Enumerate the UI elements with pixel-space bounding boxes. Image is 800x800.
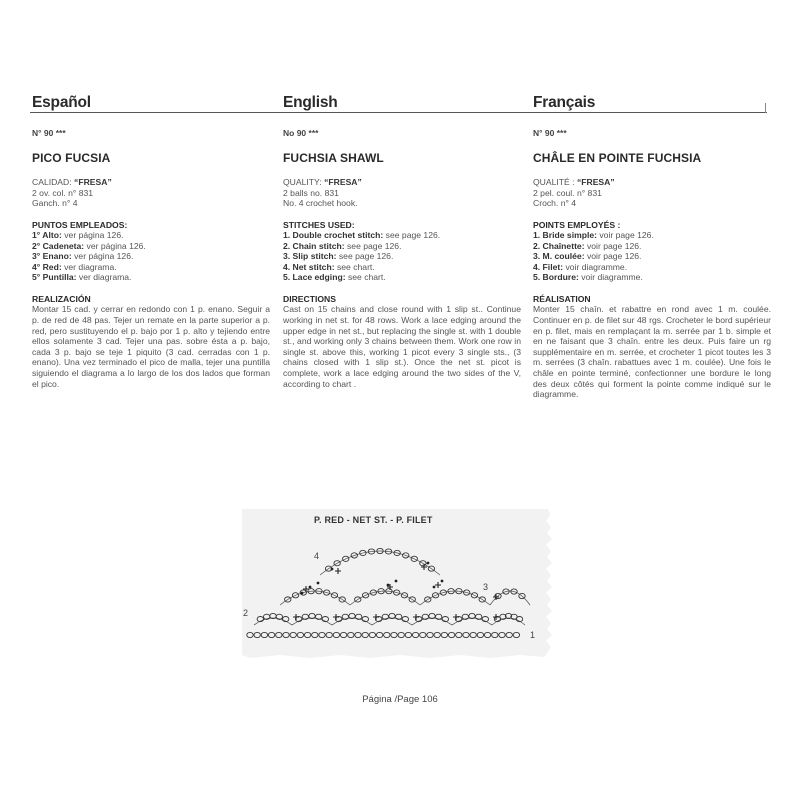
directions-heading: RÉALISATION bbox=[533, 293, 591, 304]
stitch-item: 3° Enano: ver página 126. bbox=[32, 251, 134, 262]
directions-heading: REALIZACIÓN bbox=[32, 293, 91, 304]
row-label-1: 1 bbox=[530, 630, 536, 640]
quality-label: QUALITY: bbox=[283, 177, 322, 187]
stitches-heading: POINTS EMPLOYÉS : bbox=[533, 219, 621, 230]
slip-stitch bbox=[309, 586, 312, 589]
slip-stitch bbox=[395, 580, 398, 583]
diagram-svg bbox=[240, 505, 558, 660]
stitch-item: 2. Chain stitch: see page 126. bbox=[283, 240, 402, 251]
slip-stitch bbox=[433, 586, 436, 589]
yarn: 2 pel. coul. n° 831 bbox=[533, 187, 602, 198]
directions-text: Monter 15 chaîn. et rabattre en rond avec 1 m. coulée. Continuer en p. de filet sur 48 rgs. Crocheter le bord supérieur en p. filet, mais en remplaçant la m. serrée par 1 b. simple et en ne faisant que 3 chaîn. entre les deux. Puis faire un rg supplémentaire en m. serrée, et crocheter 1 picot toutes les 3 m. serrées (3 chaîn. rabattues avec 1 m. coulée). Une fois le châle en pointe terminé, confectionner une bordure le long des deux côtés qui forment la pointe comme indiqué sur le diagramme. bbox=[533, 304, 771, 400]
pattern-title: CHÂLE EN POINTE FUCHSIA bbox=[533, 151, 702, 165]
quality-label: CALIDAD: bbox=[32, 177, 72, 187]
row-label-4: 4 bbox=[314, 551, 320, 561]
stitch-list bbox=[533, 230, 783, 283]
column-spanish bbox=[32, 92, 282, 389]
slip-stitch bbox=[301, 592, 304, 595]
stitch-item: 5. Bordure: voir diagramme. bbox=[533, 272, 643, 283]
pattern-title: PICO FUCSIA bbox=[32, 151, 111, 165]
row-label-2: 2 bbox=[243, 608, 249, 618]
stitch-item: 4. Filet: voir diagramme. bbox=[533, 261, 628, 272]
page-footer: Página /Page 106 bbox=[362, 694, 438, 705]
stitch-item: 5. Lace edging: see chart. bbox=[283, 272, 386, 283]
column-french bbox=[533, 92, 783, 400]
pattern-number: No 90 *** bbox=[283, 128, 319, 138]
stitch-item: 2. Chaînette: voir page 126. bbox=[533, 240, 642, 251]
slip-stitch bbox=[441, 580, 444, 583]
row-label-3: 3 bbox=[483, 582, 489, 592]
pattern-number: N° 90 *** bbox=[32, 128, 66, 138]
stitch-item: 4. Net stitch: see chart. bbox=[283, 261, 375, 272]
quality-label: QUALITÉ : bbox=[533, 177, 575, 187]
yarn: 2 balls no. 831 bbox=[283, 187, 339, 198]
slip-stitch bbox=[427, 562, 430, 565]
directions-text: Cast on 15 chains and close round with 1 slip st.. Continue working in net st. for 48 rows. Work a lace edging around the upper edge in net st., but replacing the single st. with 1 double st., and working only 3 chains between them. Work one row in single st. above this, working 1 picot every 3 single sts., (3 chains closed with 1 slip st.). Once the net st. picot is complete, work a lace edging around the two sides of the V, according to chart . bbox=[283, 304, 521, 389]
stitch-item: 1° Alto: ver página 126. bbox=[32, 230, 124, 240]
slip-stitch bbox=[387, 584, 390, 587]
pattern-number: N° 90 *** bbox=[533, 128, 567, 138]
column-english bbox=[283, 92, 533, 389]
diagram-title: P. RED - NET ST. - P. FILET bbox=[314, 515, 433, 525]
language-heading: Español bbox=[32, 94, 91, 111]
yarn: 2 ov. col. n° 831 bbox=[32, 187, 94, 198]
language-heading: English bbox=[283, 94, 338, 111]
stitch-diagram bbox=[240, 505, 558, 660]
stitch-item: 1. Bride simple: voir page 126. bbox=[533, 230, 654, 240]
stitch-item: 3. Slip stitch: see page 126. bbox=[283, 251, 394, 262]
stitch-item: 1. Double crochet stitch: see page 126. bbox=[283, 230, 441, 240]
slip-stitch bbox=[317, 582, 320, 585]
directions-heading: DIRECTIONS bbox=[283, 293, 336, 304]
stitch-item: 4° Red: ver diagrama. bbox=[32, 261, 117, 272]
materials bbox=[283, 177, 533, 209]
hook: No. 4 crochet hook. bbox=[283, 198, 358, 208]
stitch-list bbox=[283, 230, 533, 283]
slip-stitch bbox=[331, 568, 334, 571]
quality-value: “FRESA” bbox=[324, 177, 362, 187]
hook: Ganch. n° 4 bbox=[32, 198, 78, 208]
stitches-heading: STITCHES USED: bbox=[283, 219, 355, 230]
stitch-item: 2° Cadeneta: ver página 126. bbox=[32, 240, 146, 251]
language-heading: Français bbox=[533, 94, 596, 111]
directions-text: Montar 15 cad. y cerrar en redondo con 1 p. enano. Seguir a p. de red de 48 pas. Tejer un remate en la parte superior a p. red, pero sustituyendo el p. bajo por 1 p. alto y tejiendo entre ellos solamente 3 cad. Tejer una pas. sobre ésta a p. bajo, cada 3 p. bajo se teje 1 piquito (3 cad. cerradas con 1 p. enano). Una vez terminado el pico de malla, tejer una puntilla siguiendo el diagrama a lo largo de los dos lados que forman el pico. bbox=[32, 304, 270, 389]
stitch-item: 3. M. coulée: voir page 126. bbox=[533, 251, 642, 262]
materials bbox=[533, 177, 783, 209]
materials bbox=[32, 177, 282, 209]
stitch-list bbox=[32, 230, 282, 283]
quality-value: “FRESA” bbox=[576, 177, 615, 187]
pattern-title: FUCHSIA SHAWL bbox=[283, 151, 384, 165]
quality-value: “FRESA” bbox=[74, 177, 112, 187]
stitch-item: 5° Puntilla: ver diagrama. bbox=[32, 272, 132, 283]
stitches-heading: PUNTOS EMPLEADOS: bbox=[32, 219, 128, 230]
hook: Croch. n° 4 bbox=[533, 198, 577, 208]
